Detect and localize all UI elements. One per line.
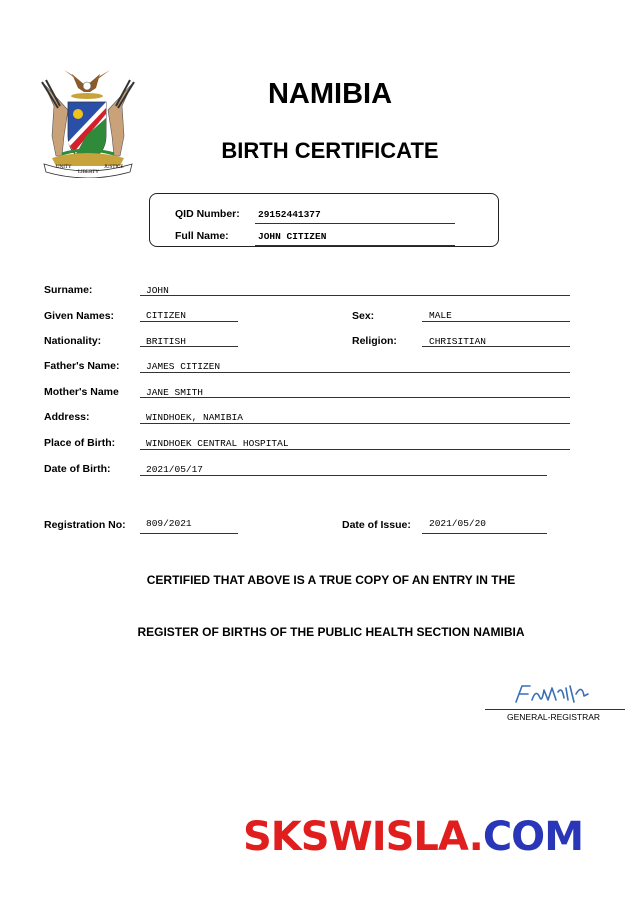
- watermark-part1: SKSWISLA: [243, 814, 469, 860]
- registration-no-label: Registration No:: [44, 519, 126, 531]
- religion-label: Religion:: [352, 335, 397, 347]
- place-of-birth-label: Place of Birth:: [44, 437, 116, 449]
- certification-line-2: REGISTER OF BIRTHS OF THE PUBLIC HEALTH SECTION NAMIBIA: [137, 625, 525, 639]
- address-value: WINDHOEK, NAMIBIA: [146, 412, 243, 423]
- sex-label: Sex:: [352, 310, 375, 322]
- qid-underline: [255, 223, 455, 224]
- registrar-title: GENERAL-REGISTRAR: [507, 712, 601, 722]
- watermark-part2: COM: [482, 814, 583, 860]
- surname-underline: [140, 295, 570, 296]
- date-of-birth-label: Date of Birth:: [44, 463, 111, 475]
- date-of-birth-underline: [140, 475, 547, 476]
- address-label: Address:: [44, 411, 90, 423]
- address-underline: [140, 423, 570, 424]
- document-title: BIRTH CERTIFICATE: [221, 138, 439, 163]
- fullname-value: JOHN CITIZEN: [258, 231, 327, 242]
- place-of-birth-underline: [140, 449, 570, 450]
- nationality-label: Nationality:: [44, 335, 102, 347]
- given-names-underline: [140, 321, 238, 322]
- fullname-label: Full Name:: [175, 230, 229, 242]
- mother-name-value: JANE SMITH: [146, 387, 204, 398]
- surname-label: Surname:: [44, 284, 93, 296]
- fullname-underline: [255, 245, 455, 246]
- date-of-birth-value: 2021/05/17: [146, 464, 204, 475]
- certification-line-1: CERTIFIED THAT ABOVE IS A TRUE COPY OF AN ENTRY IN THE: [146, 573, 516, 587]
- place-of-birth-value: WINDHOEK CENTRAL HOSPITAL: [146, 438, 289, 449]
- nationality-underline: [140, 346, 238, 347]
- given-names-value: CITIZEN: [146, 310, 186, 321]
- father-name-value: JAMES CITIZEN: [146, 361, 221, 372]
- date-of-issue-underline: [422, 533, 547, 534]
- signature-line: [485, 709, 625, 710]
- motto-justice: JUSTICE: [104, 165, 124, 170]
- mother-name-underline: [140, 397, 570, 398]
- watermark-dot: .: [468, 814, 483, 860]
- motto-liberty: LIBERTY: [78, 170, 99, 175]
- father-name-label: Father's Name:: [44, 360, 120, 372]
- given-names-label: Given Names:: [44, 310, 115, 322]
- sex-value: MALE: [429, 310, 452, 321]
- registration-no-value: 809/2021: [146, 518, 192, 529]
- religion-underline: [422, 346, 570, 347]
- date-of-issue-label: Date of Issue:: [342, 519, 411, 531]
- date-of-issue-value: 2021/05/20: [429, 518, 487, 529]
- surname-value: JOHN: [146, 285, 169, 296]
- qid-value: 29152441377: [258, 209, 321, 220]
- mother-name-label: Mother's Name: [44, 386, 119, 398]
- religion-value: CHRISITIAN: [429, 336, 487, 347]
- nationality-value: BRITISH: [146, 336, 186, 347]
- father-name-underline: [140, 372, 570, 373]
- motto-unity: UNITY: [56, 165, 72, 170]
- country-title: NAMIBIA: [267, 78, 393, 110]
- registrar-signature: [512, 680, 592, 706]
- registration-no-underline: [140, 533, 238, 534]
- sex-underline: [422, 321, 570, 322]
- qid-label: QID Number:: [175, 208, 240, 220]
- watermark: [243, 814, 583, 860]
